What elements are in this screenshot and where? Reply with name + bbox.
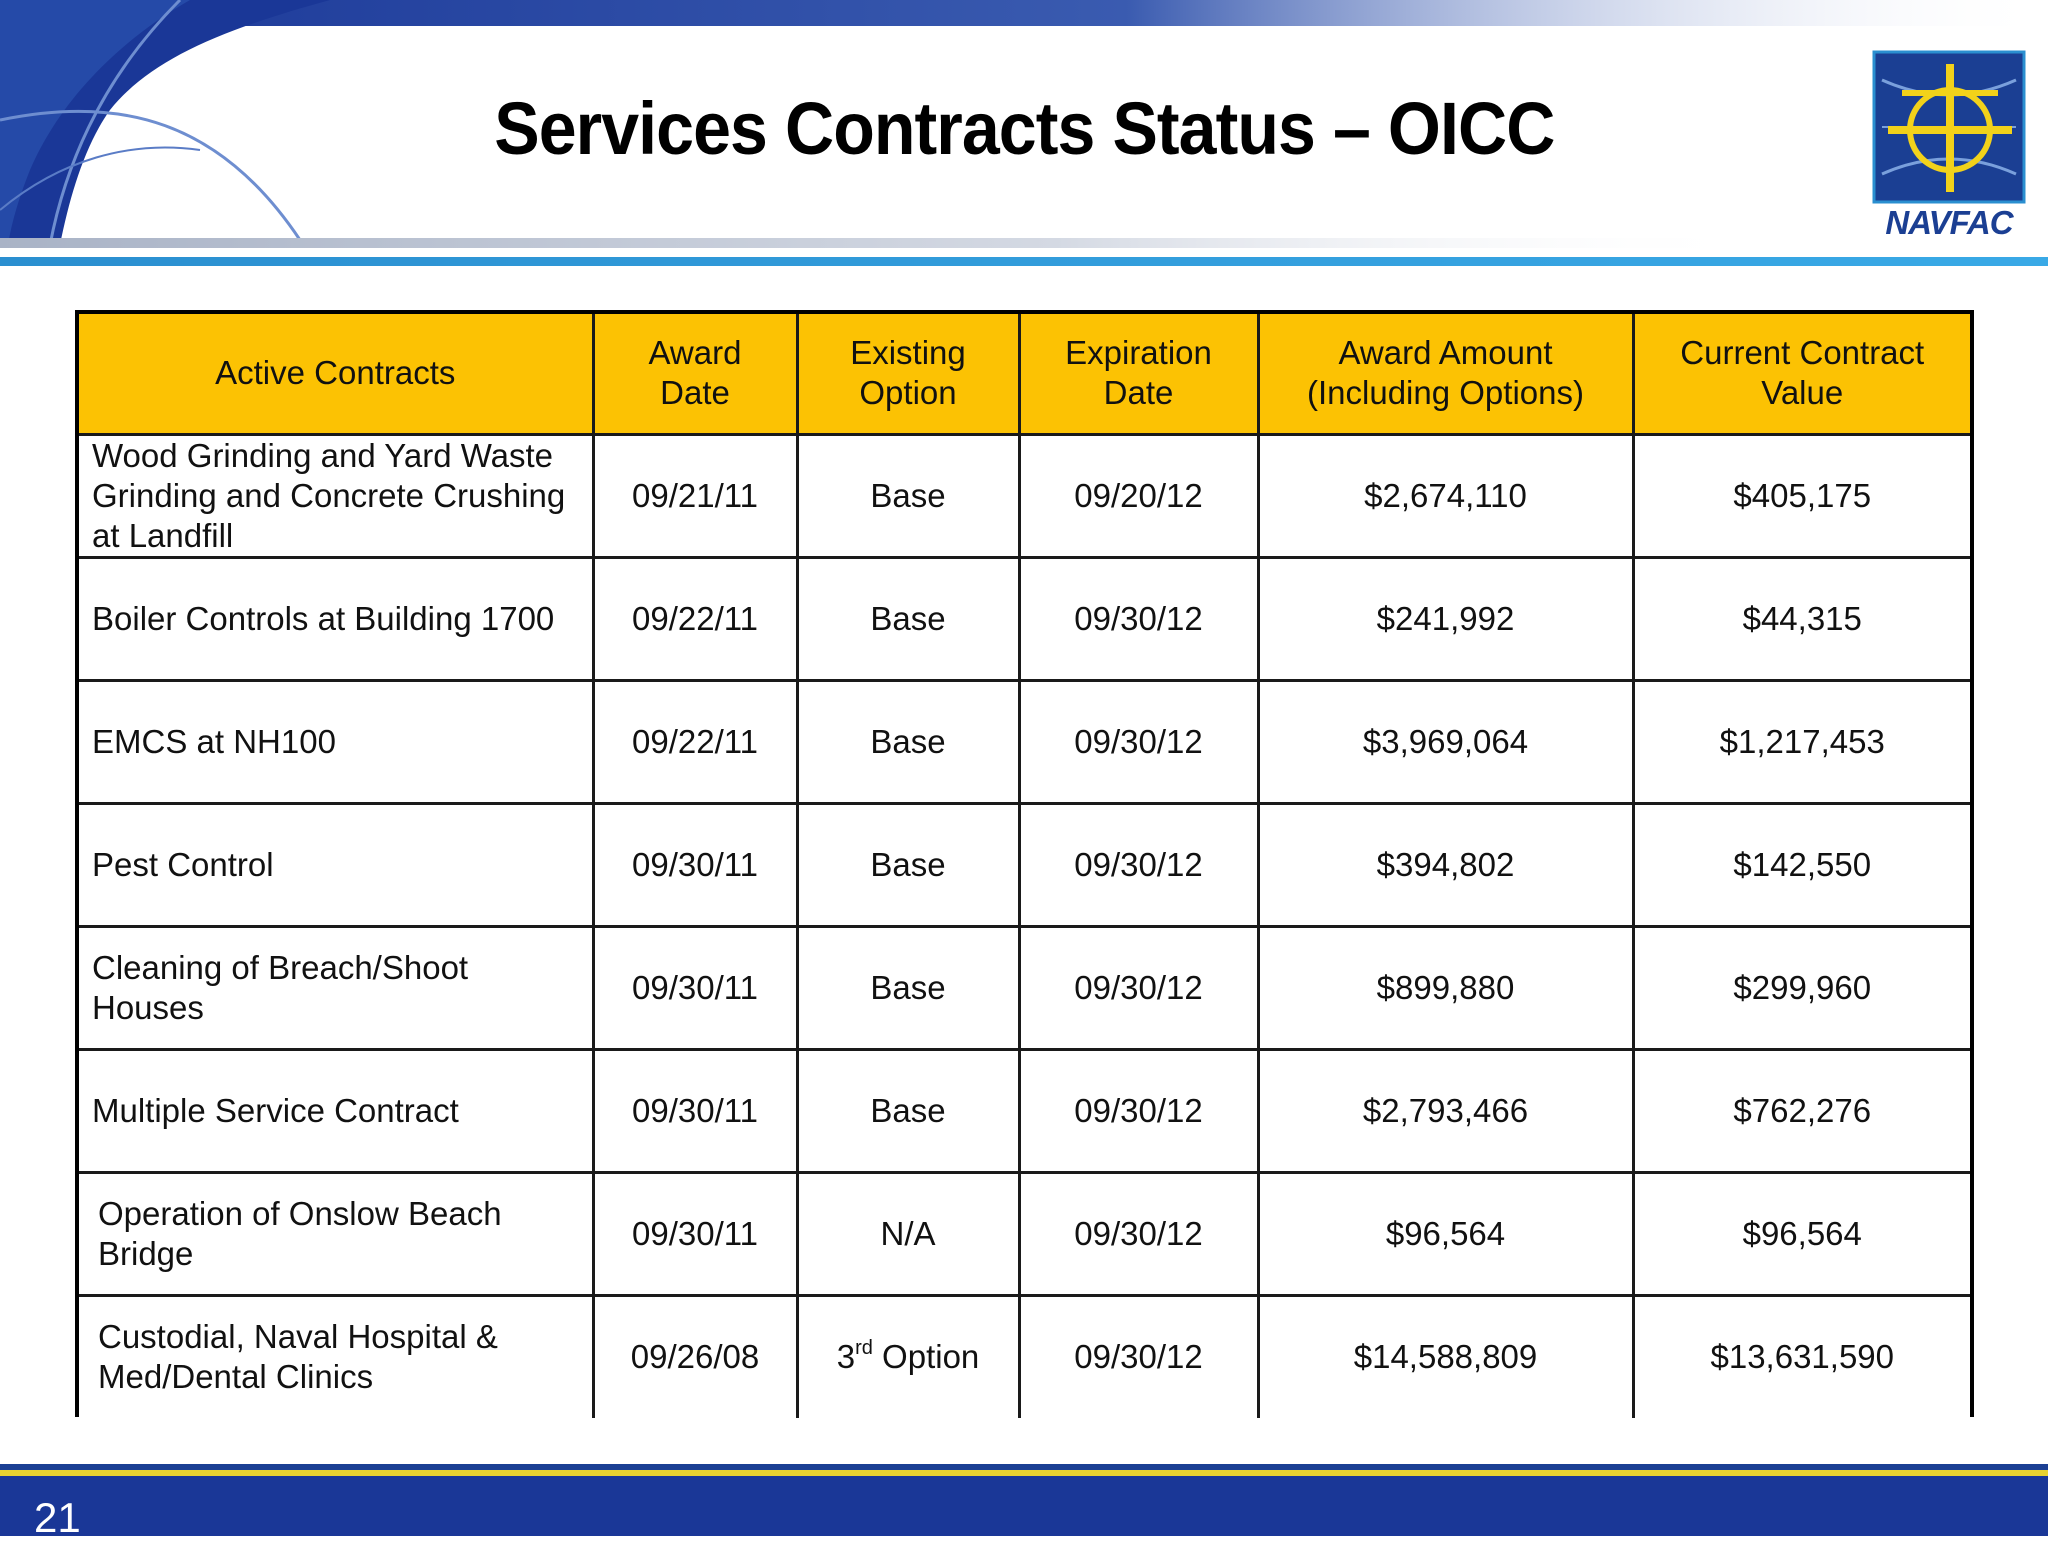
logo-wordmark: NAVFAC bbox=[1885, 204, 2013, 241]
header-label-line: Expiration bbox=[1065, 334, 1212, 372]
award-amount-cell: $96,564 bbox=[1258, 1172, 1633, 1295]
award-amount-cell: $2,793,466 bbox=[1258, 1049, 1633, 1172]
column-header-award-amount bbox=[1258, 314, 1633, 434]
expiration-date-cell: 09/30/12 bbox=[1019, 1172, 1258, 1295]
contract-name-line: Cleaning of Breach/Shoot bbox=[92, 948, 469, 986]
contract-name-line: Wood Grinding and Yard Waste bbox=[92, 436, 554, 474]
header-label-line: Existing bbox=[850, 334, 966, 372]
contracts-table bbox=[79, 314, 1970, 1418]
expiration-date-cell: 09/30/12 bbox=[1019, 1049, 1258, 1172]
current-value-cell: $44,315 bbox=[1633, 557, 1970, 680]
page-title: Services Contracts Status – OICC bbox=[494, 87, 1555, 170]
contract-name-line: Bridge bbox=[98, 1234, 194, 1272]
contract-name-cell bbox=[79, 1172, 593, 1295]
award-date-cell: 09/30/11 bbox=[593, 926, 797, 1049]
table-row bbox=[79, 926, 1970, 1049]
contract-name-cell bbox=[79, 1049, 593, 1172]
navfac-logo bbox=[1872, 50, 2026, 240]
existing-option-cell: Base bbox=[797, 803, 1019, 926]
current-value-cell: $405,175 bbox=[1633, 434, 1970, 557]
table-row bbox=[79, 557, 1970, 680]
header-label-line: Current Contract bbox=[1680, 334, 1925, 372]
award-date-cell: 09/30/11 bbox=[593, 1172, 797, 1295]
contract-name-cell bbox=[79, 557, 593, 680]
table-header-row bbox=[79, 314, 1970, 434]
header-label-line: Date bbox=[660, 374, 730, 412]
existing-option-cell bbox=[797, 1295, 1019, 1418]
option-ordinal-suffix: rd bbox=[855, 1337, 873, 1360]
option-number: 3 bbox=[836, 1338, 856, 1376]
award-amount-cell: $899,880 bbox=[1258, 926, 1633, 1049]
expiration-date-cell: 09/30/12 bbox=[1019, 557, 1258, 680]
table-row bbox=[79, 1049, 1970, 1172]
contract-name-line: at Landfill bbox=[92, 516, 234, 554]
award-amount-cell: $3,969,064 bbox=[1258, 680, 1633, 803]
award-date-cell: 09/21/11 bbox=[593, 434, 797, 557]
column-header-existing-option bbox=[797, 314, 1019, 434]
slide-header bbox=[0, 0, 2048, 270]
existing-option-cell: Base bbox=[797, 680, 1019, 803]
contracts-table-container bbox=[75, 310, 1974, 1417]
contract-name-cell bbox=[79, 803, 593, 926]
expiration-date-cell: 09/20/12 bbox=[1019, 434, 1258, 557]
existing-option-cell: Base bbox=[797, 1049, 1019, 1172]
award-date-cell: 09/26/08 bbox=[593, 1295, 797, 1418]
option-word: Option bbox=[872, 1338, 980, 1376]
column-header-award-date bbox=[593, 314, 797, 434]
table-row bbox=[79, 1295, 1970, 1418]
table-row bbox=[79, 434, 1970, 557]
expiration-date-cell: 09/30/12 bbox=[1019, 680, 1258, 803]
expiration-date-cell: 09/30/12 bbox=[1019, 803, 1258, 926]
award-date-cell: 09/22/11 bbox=[593, 557, 797, 680]
award-amount-cell: $241,992 bbox=[1258, 557, 1633, 680]
column-header-expiration-date bbox=[1019, 314, 1258, 434]
header-label-line: Option bbox=[859, 374, 957, 412]
contract-name-line: EMCS at NH100 bbox=[92, 722, 336, 760]
contract-name-cell bbox=[79, 680, 593, 803]
contract-name-line: Boiler Controls at Building 1700 bbox=[92, 599, 555, 637]
contract-name-line: Multiple Service Contract bbox=[92, 1091, 459, 1129]
column-header-active-contracts bbox=[79, 314, 593, 434]
header-label: Active Contracts bbox=[215, 354, 456, 392]
header-label-line: Award bbox=[648, 334, 742, 372]
existing-option-cell: Base bbox=[797, 926, 1019, 1049]
header-label-line: Value bbox=[1761, 374, 1844, 412]
page-number: 21 bbox=[34, 1494, 81, 1541]
expiration-date-cell: 09/30/12 bbox=[1019, 1295, 1258, 1418]
column-header-current-contract-value bbox=[1633, 314, 1970, 434]
contract-name-line: Operation of Onslow Beach bbox=[98, 1194, 502, 1232]
table-row bbox=[79, 1172, 1970, 1295]
header-label-line: Award Amount bbox=[1338, 334, 1553, 372]
current-value-cell: $1,217,453 bbox=[1633, 680, 1970, 803]
contract-name-cell bbox=[79, 434, 593, 557]
contract-name-line: Custodial, Naval Hospital & bbox=[98, 1318, 498, 1356]
expiration-date-cell: 09/30/12 bbox=[1019, 926, 1258, 1049]
current-value-cell: $96,564 bbox=[1633, 1172, 1970, 1295]
award-date-cell: 09/22/11 bbox=[593, 680, 797, 803]
current-value-cell: $142,550 bbox=[1633, 803, 1970, 926]
award-amount-cell: $14,588,809 bbox=[1258, 1295, 1633, 1418]
table-row bbox=[79, 803, 1970, 926]
existing-option-cell: N/A bbox=[797, 1172, 1019, 1295]
contract-name-line: Pest Control bbox=[92, 845, 274, 883]
header-label-line: Date bbox=[1103, 374, 1174, 412]
existing-option-cell: Base bbox=[797, 557, 1019, 680]
award-date-cell: 09/30/11 bbox=[593, 1049, 797, 1172]
current-value-cell: $299,960 bbox=[1633, 926, 1970, 1049]
award-amount-cell: $2,674,110 bbox=[1258, 434, 1633, 557]
contract-name-line: Houses bbox=[92, 988, 204, 1026]
slide-footer bbox=[0, 1464, 2048, 1541]
current-value-cell: $762,276 bbox=[1633, 1049, 1970, 1172]
award-date-cell: 09/30/11 bbox=[593, 803, 797, 926]
contract-name-line: Grinding and Concrete Crushing bbox=[92, 476, 566, 514]
footer-band bbox=[0, 1476, 2048, 1541]
contract-name-cell bbox=[79, 1295, 593, 1418]
award-amount-cell: $394,802 bbox=[1258, 803, 1633, 926]
contract-name-cell bbox=[79, 926, 593, 1049]
navfac-emblem-icon bbox=[1872, 50, 2026, 204]
contract-name-line: Med/Dental Clinics bbox=[98, 1358, 374, 1396]
current-value-cell: $13,631,590 bbox=[1633, 1295, 1970, 1418]
header-label-line: (Including Options) bbox=[1307, 374, 1584, 412]
table-row bbox=[79, 680, 1970, 803]
existing-option-cell: Base bbox=[797, 434, 1019, 557]
